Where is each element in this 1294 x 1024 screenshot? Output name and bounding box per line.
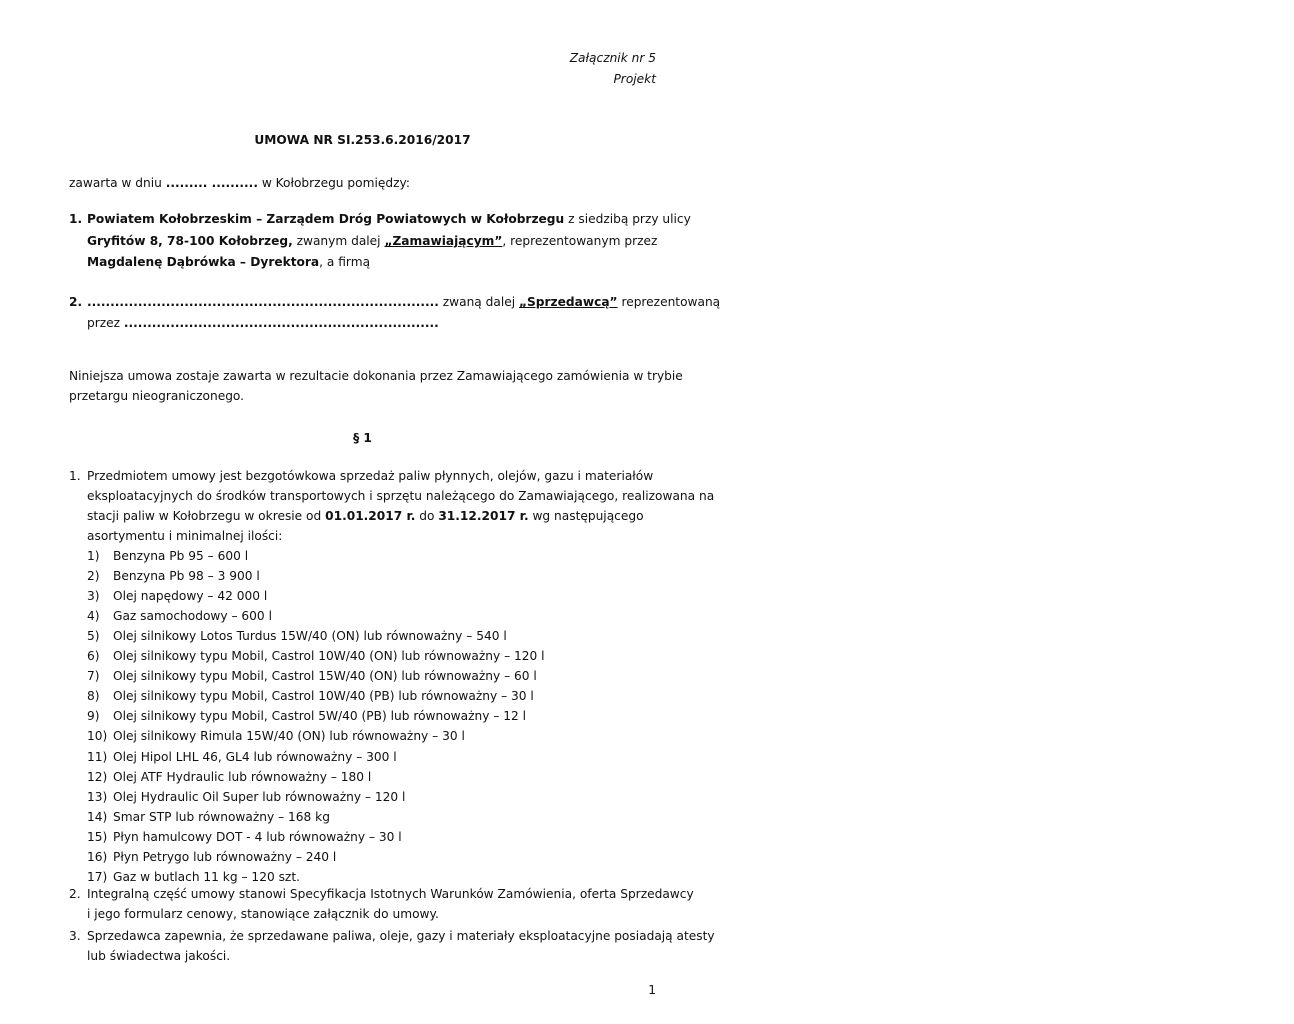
basis-line2: przetargu nieograniczonego.	[69, 389, 245, 403]
list-item: Olej silnikowy typu Mobil, Castrol 15W/40 (ON) lub równoważny – 60 l	[113, 669, 537, 683]
intro-suffix: w Kołobrzegu pomiędzy:	[261, 176, 410, 190]
attachment-label: Załącznik nr 5	[569, 51, 656, 65]
list-item: Olej ATF Hydraulic lub równoważny – 180 l	[113, 770, 372, 784]
party2-represented: reprezentowaną	[621, 295, 721, 309]
list-item: Olej napędowy – 42 000 l	[113, 589, 268, 603]
party1-represented: , reprezentowanym przez	[502, 234, 658, 248]
list-item: Olej Hydraulic Oil Super lub równoważny – 120 l	[113, 790, 406, 804]
p3-line1: Sprzedawca zapewnia, że sprzedawane paliwa, oleje, gazy i materiały eksploatacyjne posiadają atesty	[87, 929, 715, 943]
list-item-number: 13)	[87, 790, 108, 804]
p1-line3-c: wg następującego	[532, 509, 644, 523]
party1-role: „Zamawiającym”	[384, 234, 503, 248]
p1-line2: eksploatacyjnych do środków transportowych i sprzętu należącego do Zamawiającego, realizowana na	[87, 489, 715, 503]
list-item-number: 11)	[87, 750, 108, 764]
list-item-number: 16)	[87, 850, 108, 864]
p1-number: 1.	[69, 469, 81, 483]
list-item-number: 17)	[87, 870, 108, 884]
list-item: Olej silnikowy Lotos Turdus 15W/40 (ON) lub równoważny – 540 l	[113, 629, 507, 643]
list-item-number: 12)	[87, 770, 108, 784]
party1-line1	[87, 212, 691, 230]
p2-line2: i jego formularz cenowy, stanowiące załącznik do umowy.	[87, 907, 439, 921]
list-item-number: 1)	[87, 549, 100, 563]
p2-line1: Integralną część umowy stanowi Specyfikacja Istotnych Warunków Zamówienia, oferta Sprzedawcy	[87, 887, 694, 901]
list-item: Gaz samochodowy – 600 l	[113, 609, 272, 623]
list-item-number: 3)	[87, 589, 100, 603]
party1-name: Powiatem Kołobrzeskim – Zarządem Dróg Powiatowych w Kołobrzegu	[87, 212, 565, 226]
basis-line1: Niniejsza umowa zostaje zawarta w rezultacie dokonania przez Zamawiającego zamówienia w trybie	[69, 369, 683, 383]
list-item-number: 6)	[87, 649, 100, 663]
party2-line1	[87, 295, 721, 313]
party1-line3	[87, 255, 370, 269]
p1-date-from: 01.01.2017 r.	[325, 509, 416, 523]
p1-line1: Przedmiotem umowy jest bezgotówkowa sprzedaż paliw płynnych, olejów, gazu i materiałów	[87, 469, 654, 483]
contract-title: UMOWA NR SI.253.6.2016/2017	[254, 133, 471, 147]
party1-rep-name: Magdalenę Dąbrówka – Dyrektora	[87, 255, 320, 269]
list-item: Olej silnikowy typu Mobil, Castrol 5W/40 (PB) lub równoważny – 12 l	[113, 709, 527, 723]
list-item: Płyn hamulcowy DOT - 4 lub równoważny – 30 l	[113, 830, 402, 844]
list-item: Olej silnikowy typu Mobil, Castrol 10W/40 (PB) lub równoważny – 30 l	[113, 689, 534, 703]
list-item: Olej silnikowy typu Mobil, Castrol 10W/40 (ON) lub równoważny – 120 l	[113, 649, 545, 663]
section1-heading: § 1	[353, 431, 372, 445]
list-item-number: 10)	[87, 729, 108, 743]
party2-by: przez	[87, 316, 121, 330]
draft-label: Projekt	[613, 72, 656, 86]
list-item: Benzyna Pb 98 – 3 900 l	[113, 569, 260, 583]
list-item-number: 5)	[87, 629, 100, 643]
party1-number: 1.	[69, 212, 83, 226]
intro-line	[69, 176, 410, 190]
list-item: Smar STP lub równoważny – 168 kg	[113, 810, 330, 824]
list-item-number: 2)	[87, 569, 100, 583]
p1-date-to: 31.12.2017 r.	[438, 509, 529, 523]
list-item-number: 4)	[87, 609, 100, 623]
p1-line3	[87, 509, 657, 527]
p2-number: 2.	[69, 887, 81, 901]
list-item: Gaz w butlach 11 kg – 120 szt.	[113, 870, 300, 884]
party2-called: zwaną dalej	[442, 295, 516, 309]
intro-prefix: zawarta w dniu	[69, 176, 162, 190]
p3-number: 3.	[69, 929, 81, 943]
list-item-number: 9)	[87, 709, 100, 723]
p1-line3-a: stacji paliw w Kołobrzegu w okresie od	[87, 509, 322, 523]
list-item-number: 14)	[87, 810, 108, 824]
list-item: Płyn Petrygo lub równoważny – 240 l	[113, 850, 337, 864]
p3-line2: lub świadectwa jakości.	[87, 949, 231, 963]
intro-date-dots: ......... ..........	[165, 176, 258, 190]
party2-dots1: ............................................................................	[87, 295, 439, 309]
party2-line2	[87, 316, 439, 330]
party1-address: Gryfitów 8, 78-100 Kołobrzeg,	[87, 234, 293, 248]
list-item-number: 8)	[87, 689, 100, 703]
party1-called: zwanym dalej	[296, 234, 381, 248]
p1-line4: asortymentu i minimalnej ilości:	[87, 529, 283, 543]
list-item: Olej Hipol LHL 46, GL4 lub równoważny – 300 l	[113, 750, 397, 764]
party2-role: „Sprzedawcą”	[519, 295, 618, 309]
party2-dots2: ....................................................................	[123, 316, 439, 330]
party1-seat: z siedzibą przy ulicy	[568, 212, 691, 226]
list-item: Benzyna Pb 95 – 600 l	[113, 549, 249, 563]
list-item-number: 15)	[87, 830, 108, 844]
list-item-number: 7)	[87, 669, 100, 683]
party2-number: 2.	[69, 295, 83, 309]
page-number: 1	[648, 983, 656, 997]
party1-line2	[87, 234, 657, 252]
party1-and: , a firmą	[319, 255, 371, 269]
list-item: Olej silnikowy Rimula 15W/40 (ON) lub równoważny – 30 l	[113, 729, 465, 743]
p1-line3-b: do	[419, 509, 435, 523]
